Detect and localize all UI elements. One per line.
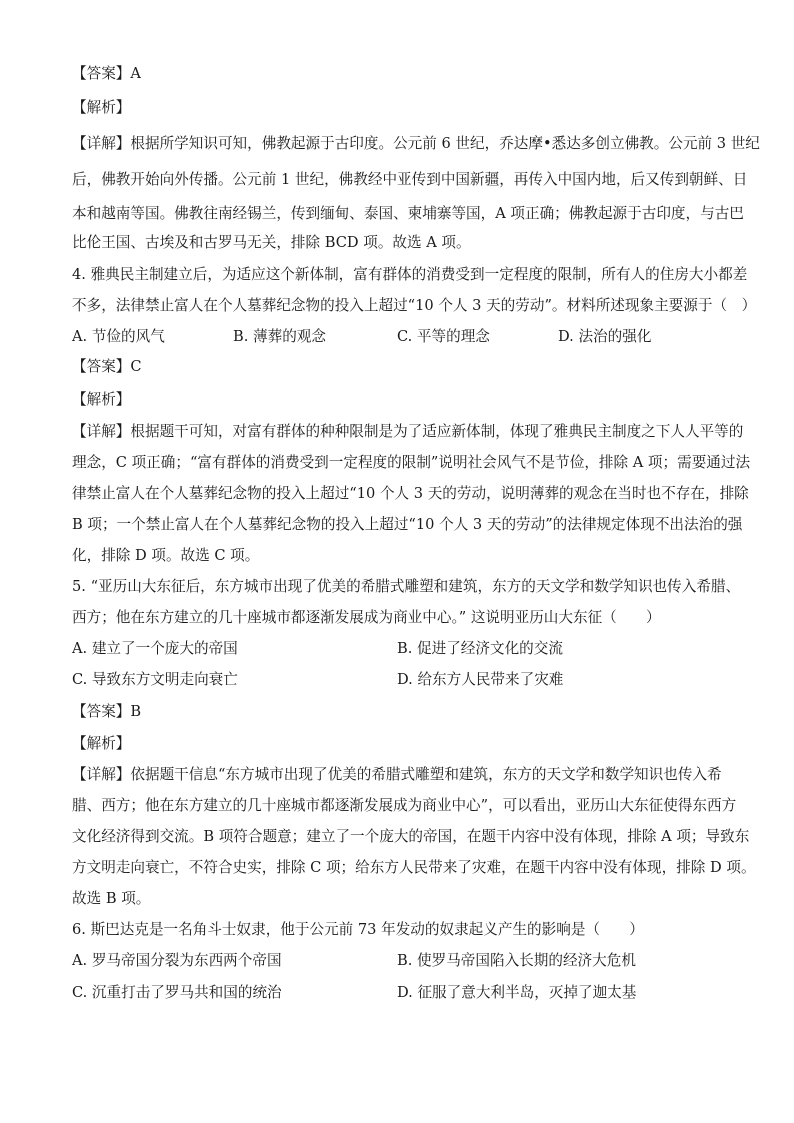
detail-line: 后，佛教开始向外传播。公元前 1 世纪，佛教经中亚传到中国新疆，再传入中国内地，后又传到朝鲜、日 — [72, 171, 748, 188]
answer-value: A — [130, 65, 141, 82]
answer-value: C — [130, 358, 142, 375]
question-stem: 西方；他在东方建立的几十座城市都逐渐发展成为商业中心。” 这说明亚历山大东征（ ） — [72, 609, 661, 626]
option-b: B. 使罗马帝国陷入长期的经济大危机 — [397, 952, 636, 969]
detail-line: 腊、西方；他在东方建立的几十座城市都逐渐发展成为商业中心”，可以看出，亚历山大东征使得东西方 — [72, 797, 737, 814]
option-a: A. 建立了一个庞大的帝国 — [72, 640, 238, 657]
detail-line — [72, 134, 760, 154]
option-d: D. 法治的强化 — [558, 328, 652, 345]
option-c: C. 导致东方文明走向衰亡 — [72, 671, 238, 688]
option-d: D. 征服了意大利半岛，灭掉了迦太基 — [397, 984, 637, 1001]
detail-text: 依据题干信息“东方城市出现了优美的希腊式雕塑和建筑，东方的天文学和数学知识也传入希 — [130, 766, 722, 783]
option-c: C. 平等的理念 — [397, 328, 490, 345]
detail-line: B 项；一个禁止富人在个人墓葬纪念物的投入上超过“10 个人 3 天的劳动”的法律规定体现不出法治的强 — [72, 516, 743, 533]
option-d: D. 给东方人民带来了灾难 — [397, 671, 564, 688]
answer-label: 【答案】 — [72, 358, 131, 375]
detail-label: 【详解】 — [72, 423, 131, 440]
question-stem: 不多，法律禁止富人在个人墓葬纪念物的投入上超过“10 个人 3 天的劳动”。材料所述现象主要源于（ ） — [72, 297, 757, 314]
detail-line: 文化经济得到交流。B 项符合题意；建立了一个庞大的帝国，在题干内容中没有体现，排除 A 项；导致东 — [72, 828, 750, 845]
answer-line — [72, 64, 724, 84]
analysis-label: 【解析】 — [72, 735, 131, 752]
option-a: A. 节俭的风气 — [72, 328, 165, 345]
question-stem: 5. “亚历山大东征后，东方城市出现了优美的希腊式雕塑和建筑，东方的天文学和数学知识也传入希腊、 — [72, 578, 741, 595]
detail-line: 比伦王国、古埃及和古罗马无关，排除 BCD 项。故选 A 项。 — [72, 234, 471, 251]
analysis-label: 【解析】 — [72, 391, 131, 408]
option-a: A. 罗马帝国分裂为东西两个帝国 — [72, 952, 282, 969]
option-b: B. 促进了经济文化的交流 — [397, 640, 563, 657]
detail-text: 根据题干可知，对富有群体的种种限制是为了适应新体制，体现了雅典民主制度之下人人平等的 — [130, 423, 744, 440]
detail-line — [72, 765, 724, 785]
detail-line — [72, 422, 744, 442]
detail-line: 理念，C 项正确；“富有群体的消费受到一定程度的限制”说明社会风气不是节俭，排除 A 项；需要通过法 — [72, 454, 751, 471]
option-c: C. 沉重打击了罗马共和国的统治 — [72, 984, 282, 1001]
answer-label: 【答案】 — [72, 703, 131, 720]
detail-line: 化，排除 D 项。故选 C 项。 — [72, 547, 260, 564]
question-stem: 6. 斯巴达克是一名角斗士奴隶，他于公元前 73 年发动的奴隶起义产生的影响是（ ） — [72, 921, 644, 938]
detail-text: 根据所学知识可知，佛教起源于古印度。公元前 6 世纪，乔达摩•悉达多创立佛教。公元前 3 世纪 — [130, 135, 760, 152]
option-b: B. 薄葬的观念 — [233, 328, 326, 345]
answer-line — [72, 357, 724, 377]
answer-label: 【答案】 — [72, 65, 131, 82]
question-stem: 4. 雅典民主制建立后，为适应这个新体制，富有群体的消费受到一定程度的限制，所有人的住房大小都差 — [72, 266, 748, 283]
answer-line — [72, 702, 724, 722]
analysis-label: 【解析】 — [72, 99, 131, 116]
detail-line: 故选 B 项。 — [72, 890, 151, 907]
detail-label: 【详解】 — [72, 766, 131, 783]
detail-line: 本和越南等国。佛教往南经锡兰，传到缅甸、泰国、柬埔寨等国，A 项正确；佛教起源于古印度，与古巴 — [72, 205, 744, 222]
answer-value: B — [130, 703, 142, 720]
detail-line: 方文明走向衰亡，不符合史实，排除 C 项；给东方人民带来了灾难，在题干内容中没有体现，排除 D 项。 — [72, 859, 756, 876]
detail-line: 律禁止富人在个人墓葬纪念物的投入上超过“10 个人 3 天的劳动，说明薄葬的观念在当时也不存在，排除 — [72, 485, 749, 502]
detail-label: 【详解】 — [72, 135, 131, 152]
